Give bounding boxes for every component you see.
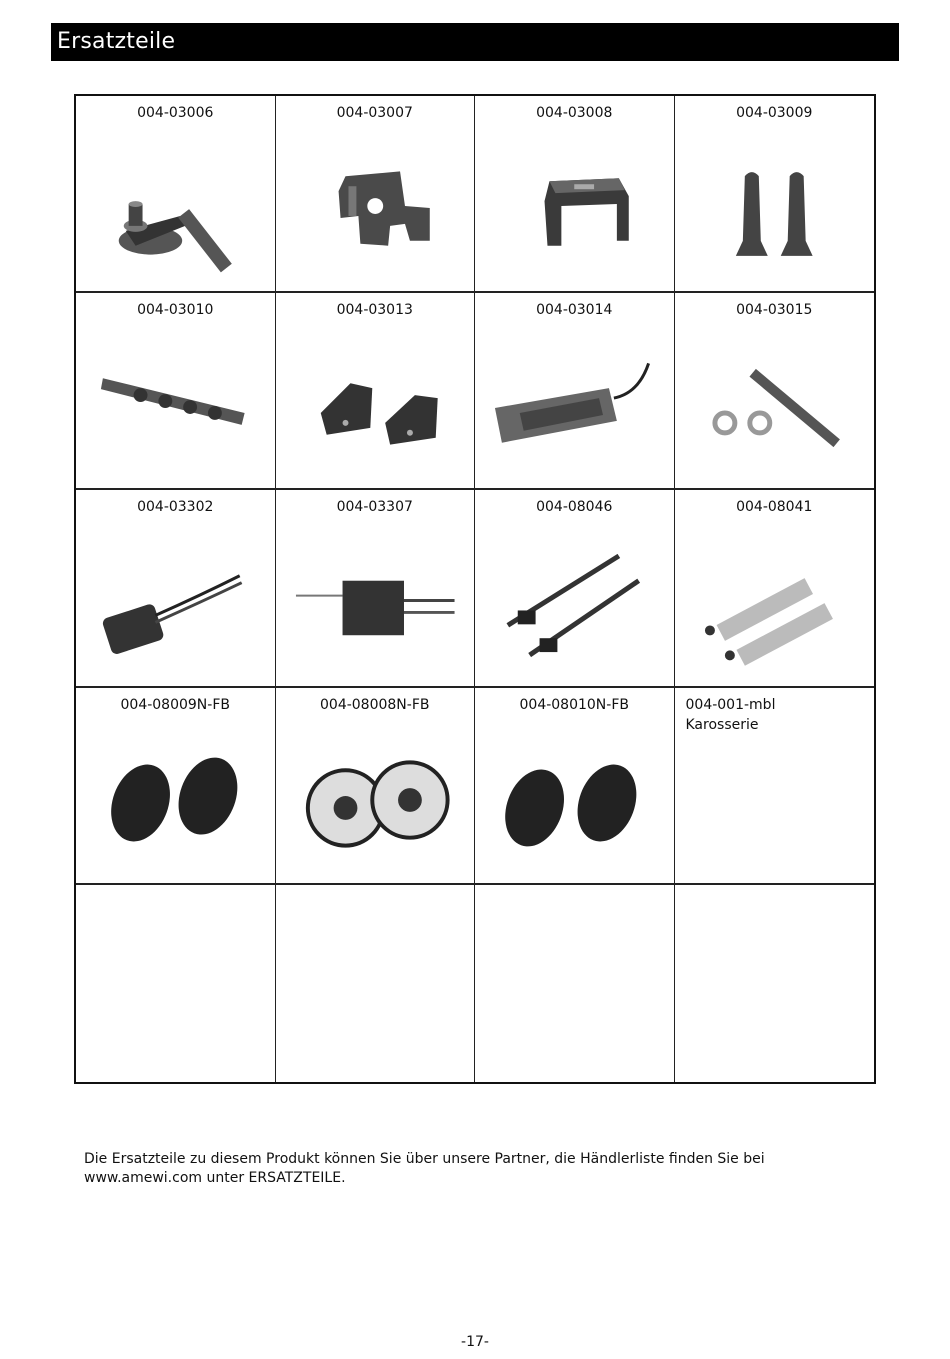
- parts-table: [74, 94, 876, 1084]
- part-cell: [475, 293, 675, 490]
- part-cell: [276, 293, 476, 490]
- part-number: 004-03013: [336, 302, 413, 318]
- footer-note: [84, 1150, 844, 1188]
- empty-cell: [276, 885, 476, 1082]
- part-number: 004-03008: [536, 105, 613, 121]
- shocks-icon: [690, 540, 860, 671]
- bracket-icon: [490, 146, 659, 276]
- part-number: 004-03009: [736, 105, 813, 121]
- part-cell: [76, 490, 276, 688]
- part-number: 004-08008N-FB: [320, 697, 430, 713]
- footer-line: www.amewi.com unter ERSATZTEILE.: [84, 1170, 346, 1186]
- empty-cell: [76, 885, 276, 1082]
- part-number: 004-03014: [536, 302, 613, 318]
- part-number: 004-03010: [137, 302, 214, 318]
- part-cell: [675, 688, 875, 885]
- part-cell: [76, 688, 276, 885]
- page-title: Ersatzteile: [57, 29, 176, 54]
- part-cell: [675, 96, 875, 293]
- tires-icon: [490, 738, 659, 868]
- footer-line: Die Ersatzteile zu diesem Produkt können Sie über unsere Partner, die Händlerliste finden Sie bei: [84, 1151, 765, 1167]
- part-number: 004-08009N-FB: [120, 697, 230, 713]
- blocks-icon: [291, 343, 460, 473]
- posts-icon: [690, 146, 860, 276]
- part-number: 004-03007: [336, 105, 413, 121]
- crank-and-pin-icon: [91, 146, 260, 276]
- brace-icon: [91, 343, 260, 473]
- part-number: 004-08010N-FB: [519, 697, 629, 713]
- driveshafts-icon: [490, 540, 659, 671]
- empty-cell: [475, 885, 675, 1082]
- part-cell: [475, 688, 675, 885]
- part-description: Karosserie: [685, 717, 759, 733]
- part-number: 004-03307: [336, 499, 413, 515]
- part-cell: [76, 293, 276, 490]
- rims-icon: [291, 738, 460, 868]
- empty-cell: [675, 885, 875, 1082]
- motor-icon: [91, 540, 260, 671]
- section-header: [51, 23, 899, 61]
- part-cell: [276, 96, 476, 293]
- part-number: 004-001-mbl: [685, 697, 776, 713]
- part-cell: [276, 490, 476, 688]
- part-number: 004-08041: [736, 499, 813, 515]
- part-cell: [675, 490, 875, 688]
- page-number: -17-: [461, 1334, 489, 1350]
- esc-icon: [291, 540, 460, 671]
- part-number: 004-03006: [137, 105, 214, 121]
- motor-mount-icon: [291, 146, 460, 276]
- part-number: 004-03302: [137, 499, 214, 515]
- part-cell: [475, 490, 675, 688]
- battery-icon: [490, 343, 659, 473]
- part-cell: [276, 688, 476, 885]
- part-number: 004-03015: [736, 302, 813, 318]
- part-number: 004-08046: [536, 499, 613, 515]
- shaft-and-clips-icon: [690, 343, 860, 473]
- tires-icon: [91, 738, 260, 868]
- part-cell: [675, 293, 875, 490]
- part-cell: [76, 96, 276, 293]
- part-cell: [475, 96, 675, 293]
